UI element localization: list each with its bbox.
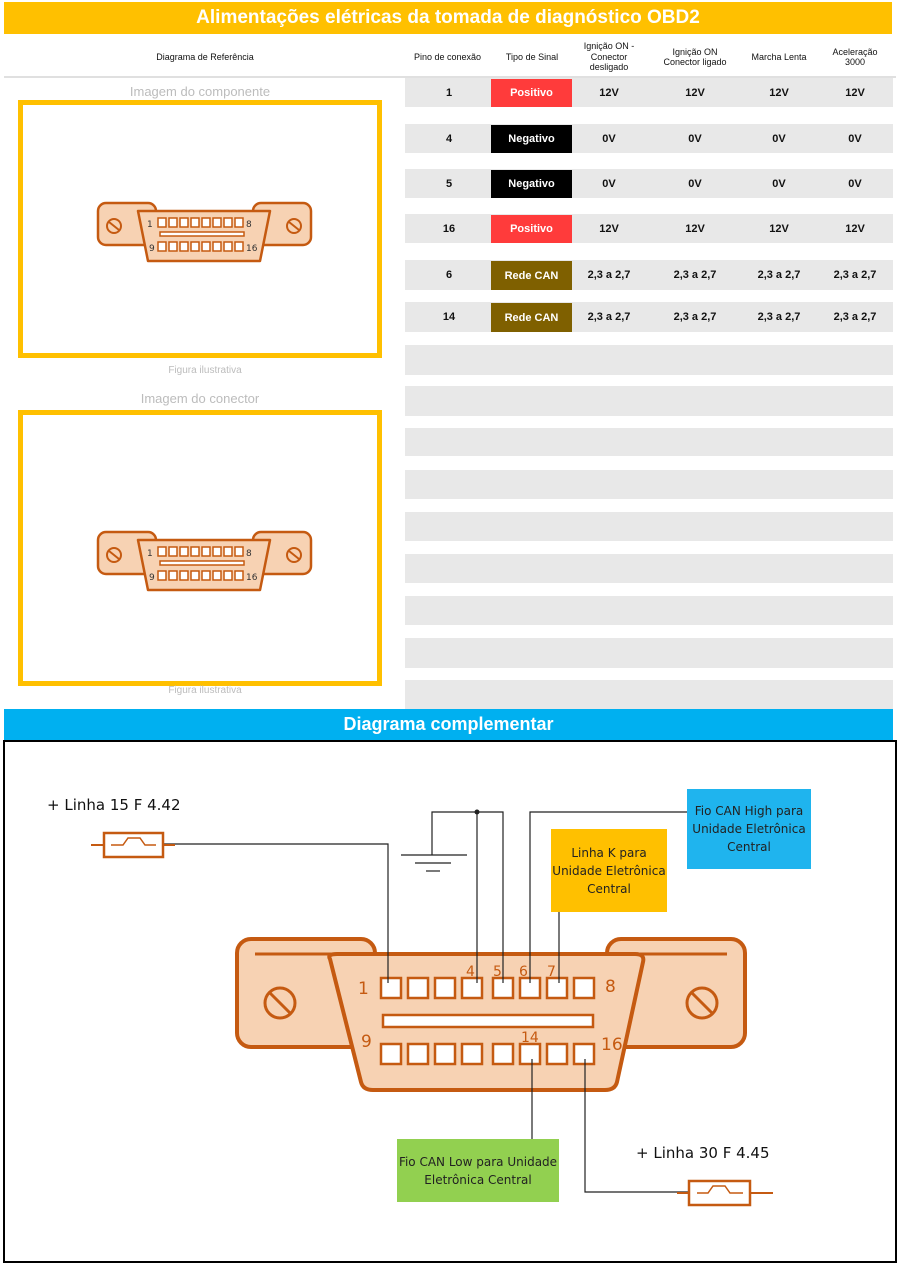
pin-label-7: 7 (547, 964, 556, 980)
value-cell: 0V (602, 132, 616, 145)
signal-badge: Negativo (491, 170, 572, 198)
header-ign-on: Ignição ON Conector ligado (663, 46, 727, 67)
pin-label-14: 14 (521, 1030, 539, 1046)
signal-badge: Positivo (491, 79, 572, 107)
value-cell: 12V (599, 86, 619, 99)
value-cell: 2,3 a 2,7 (587, 311, 631, 323)
signal-badge: Rede CAN (491, 261, 572, 290)
value-cell: 0V (848, 177, 862, 190)
value-cell: 0V (688, 177, 702, 190)
can-high-label: Fio CAN High para Unidade Eletrônica Central (687, 789, 811, 869)
pin-label-16: 16 (246, 244, 258, 254)
connector-caption: Imagem do conector (140, 391, 260, 406)
can-low-label: Fio CAN Low para Unidade Eletrônica Central (397, 1139, 559, 1202)
pin-label-1: 1 (147, 549, 153, 559)
pin-cell: 6 (445, 269, 453, 281)
header-pin: Pino de conexão (413, 51, 482, 62)
pin-label-16: 16 (601, 1035, 623, 1055)
pin-label-1: 1 (358, 979, 369, 999)
ground-icon (401, 855, 467, 871)
obd-connector-icon (23, 105, 377, 353)
value-cell: 2,3 a 2,7 (757, 311, 801, 323)
obd-connector-icon (237, 939, 745, 1090)
table-row (405, 512, 893, 541)
value-cell: 0V (848, 132, 862, 145)
value-cell: 12V (769, 86, 789, 99)
signal-badge: Negativo (491, 125, 572, 153)
pin-label-8: 8 (246, 220, 252, 230)
component-image-box (18, 100, 382, 358)
obd-connector-icon (23, 415, 377, 681)
value-cell: 0V (772, 132, 786, 145)
wiring-diagram (3, 740, 897, 1263)
signal-badge: Positivo (491, 215, 572, 243)
value-cell: 2,3 a 2,7 (673, 269, 717, 281)
header-accel: Aceleração 3000 (832, 46, 878, 67)
value-cell: 12V (599, 222, 619, 235)
table-row (405, 386, 893, 416)
fuse-icon (91, 833, 175, 857)
pin-label-6: 6 (519, 964, 528, 980)
value-cell: 0V (602, 177, 616, 190)
figure-caption: Figura ilustrativa (168, 685, 242, 696)
value-cell: 2,3 a 2,7 (757, 269, 801, 281)
table-row (405, 554, 893, 583)
table-row (405, 470, 893, 499)
page-title: Alimentações elétricas da tomada de diagnóstico OBD2 (4, 2, 892, 34)
section-title: Diagrama complementar (4, 709, 893, 740)
pin-label-9: 9 (149, 244, 155, 254)
value-cell: 2,3 a 2,7 (673, 311, 717, 323)
line-30-label: + Linha 30 F 4.45 (636, 1144, 770, 1162)
value-cell: 12V (845, 222, 865, 235)
junction-dot (475, 810, 480, 815)
value-cell: 2,3 a 2,7 (587, 269, 631, 281)
header-idle: Marcha Lenta (751, 51, 807, 62)
table-row (405, 596, 893, 625)
figure-caption: Figura ilustrativa (168, 365, 242, 376)
pin-label-1: 1 (147, 220, 153, 230)
pin-cell: 4 (445, 132, 453, 145)
value-cell: 12V (769, 222, 789, 235)
value-cell: 2,3 a 2,7 (833, 311, 877, 323)
value-cell: 12V (685, 86, 705, 99)
header-signal: Tipo de Sinal (505, 51, 559, 62)
pin-cell: 16 (442, 222, 456, 235)
pin-label-8: 8 (246, 549, 252, 559)
pin-label-9: 9 (149, 573, 155, 583)
value-cell: 2,3 a 2,7 (833, 269, 877, 281)
table-row (405, 638, 893, 668)
table-row (405, 428, 893, 456)
pin-label-5: 5 (493, 964, 502, 980)
pin-label-4: 4 (466, 964, 475, 980)
value-cell: 0V (688, 132, 702, 145)
line-15-label: + Linha 15 F 4.42 (47, 796, 181, 814)
pin-cell: 1 (445, 86, 453, 99)
header-diagram: Diagrama de Referência (156, 51, 254, 62)
table-row (405, 345, 893, 375)
pin-label-16: 16 (246, 573, 258, 583)
table-row (405, 680, 893, 709)
connector-image-box (18, 410, 382, 686)
pin-label-8: 8 (605, 977, 616, 997)
value-cell: 0V (772, 177, 786, 190)
header-ign-off: Ignição ON - Conector desligado (583, 41, 635, 73)
value-cell: 12V (845, 86, 865, 99)
pin-cell: 14 (442, 311, 456, 323)
value-cell: 12V (685, 222, 705, 235)
fuse-icon (677, 1181, 773, 1205)
k-line-label: Linha K para Unidade Eletrônica Central (551, 829, 667, 912)
pin-cell: 5 (445, 177, 453, 190)
component-caption: Imagem do componente (129, 84, 271, 99)
pin-label-9: 9 (361, 1032, 372, 1052)
signal-badge: Rede CAN (491, 303, 572, 332)
